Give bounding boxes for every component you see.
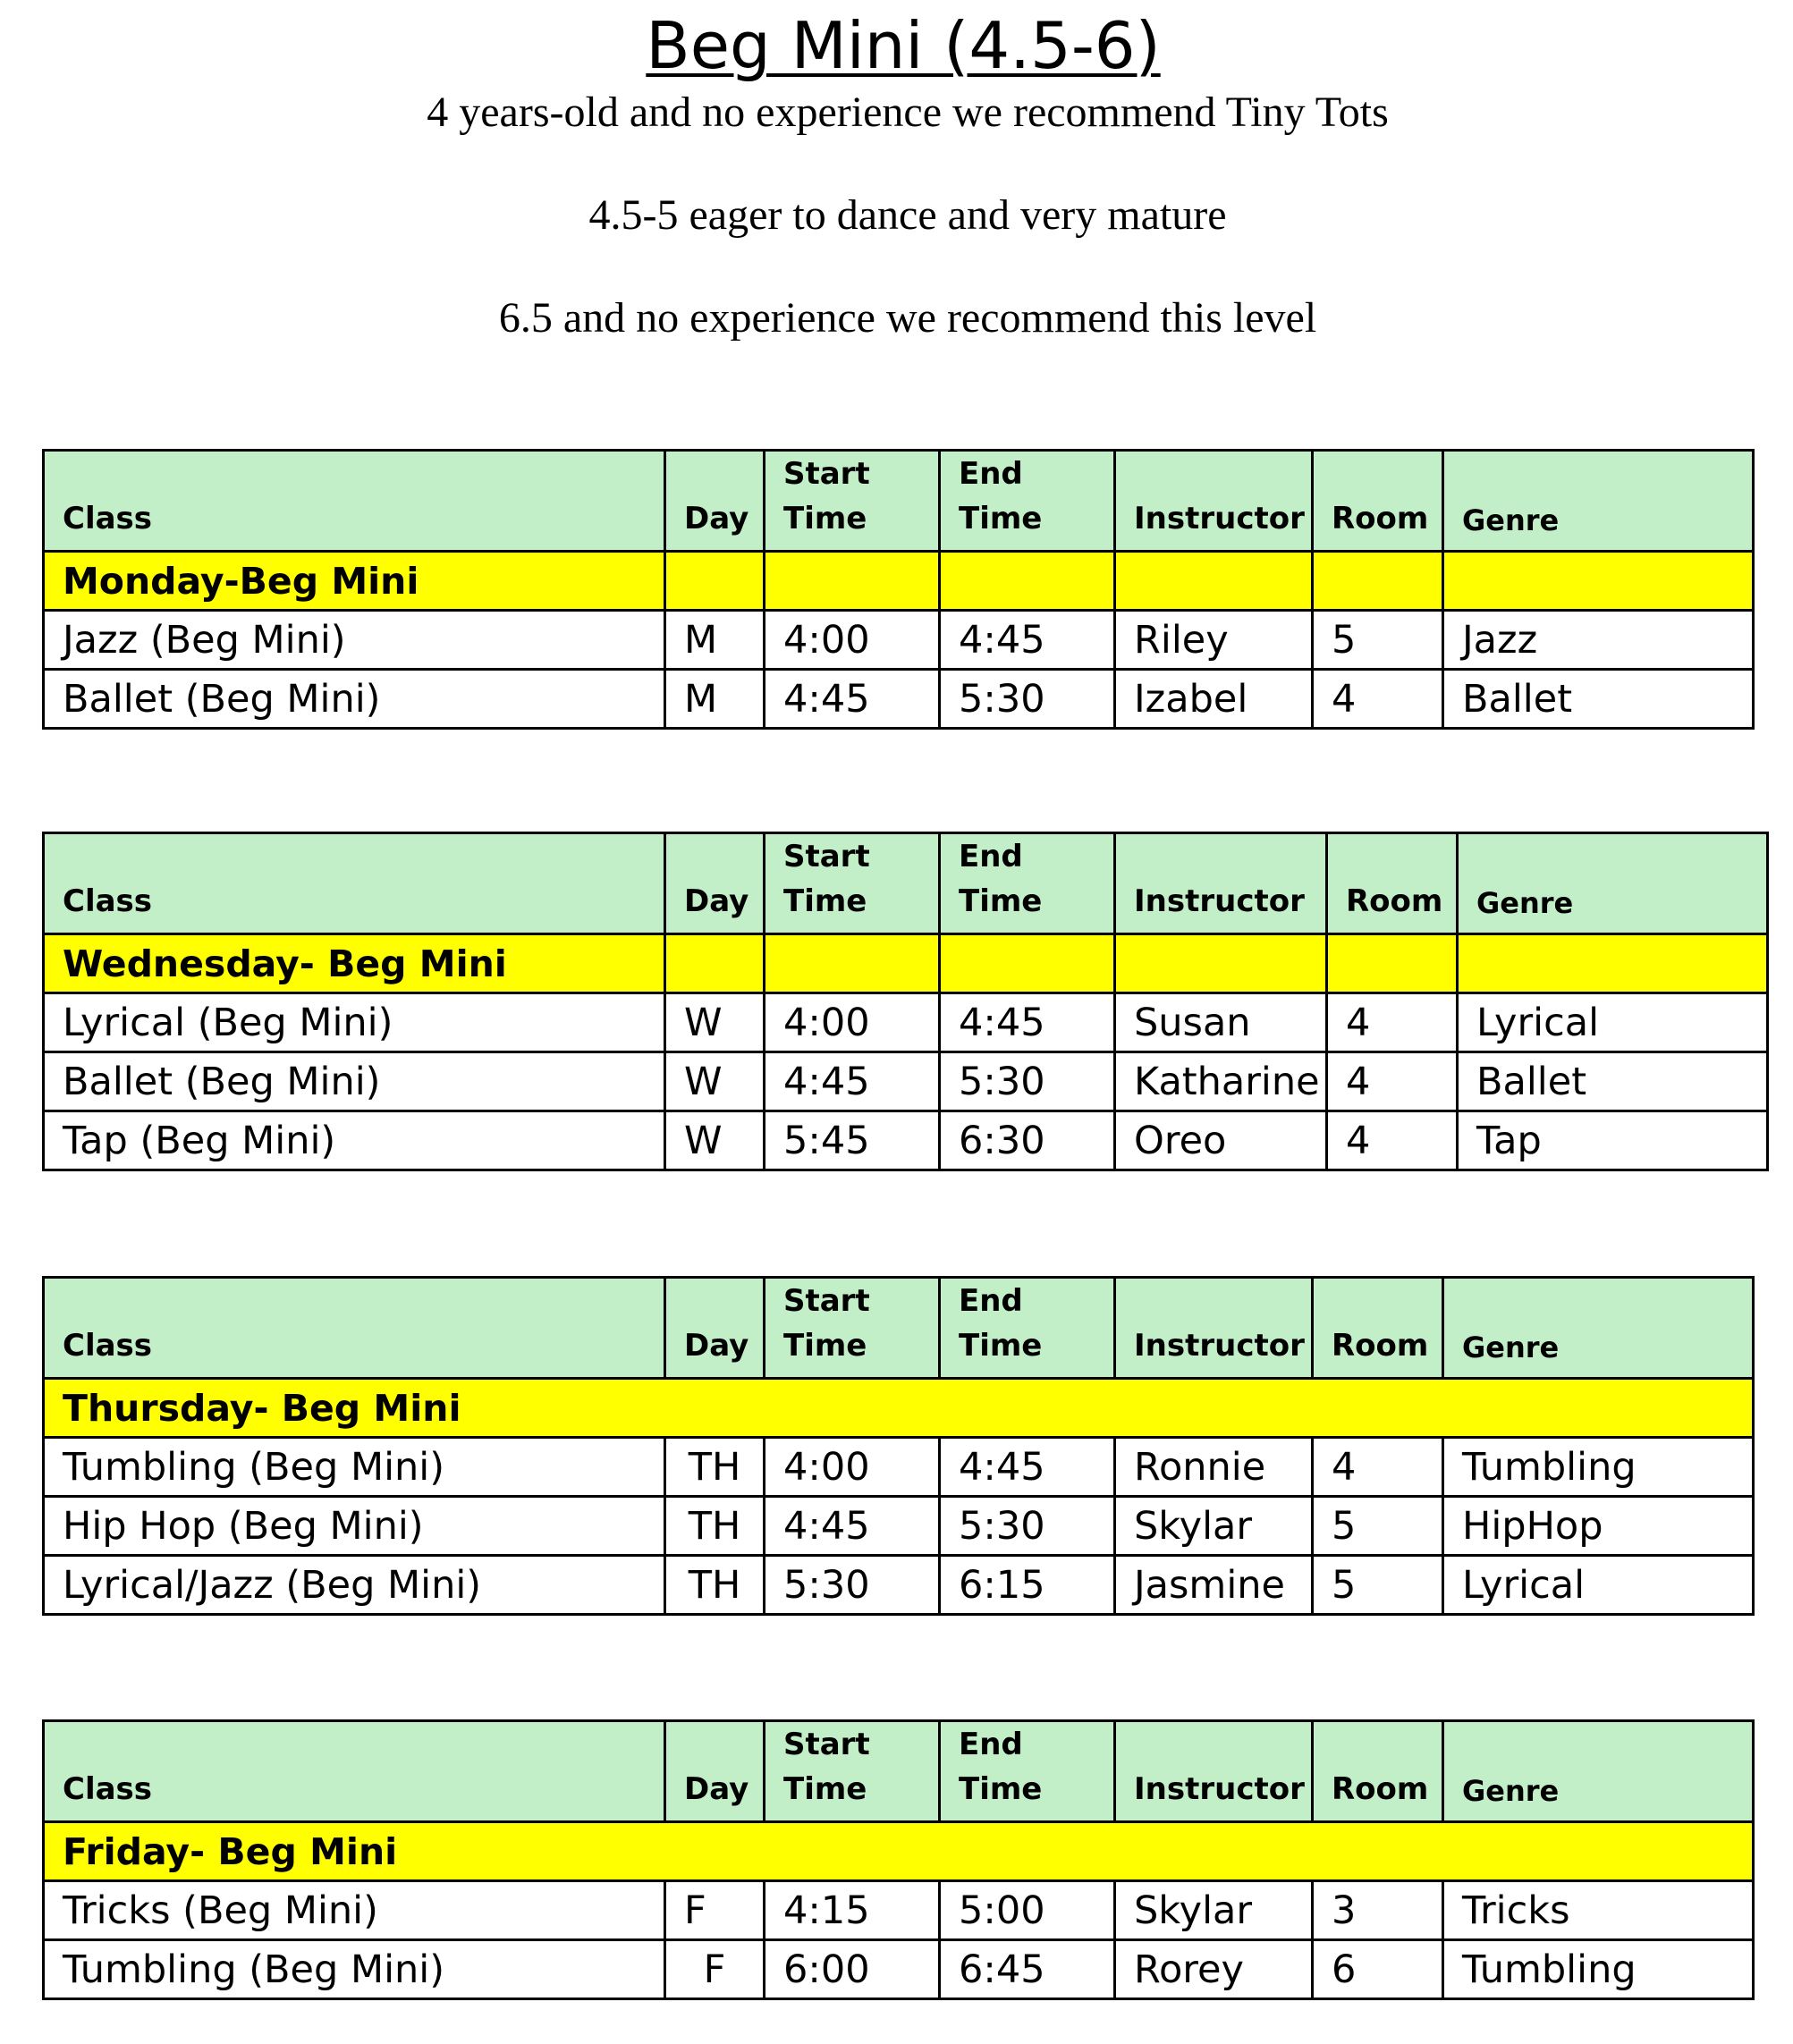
cell-instructor: Skylar: [1115, 1497, 1313, 1556]
table-row: [44, 1497, 1754, 1556]
cell-class: Lyrical/Jazz (Beg Mini): [44, 1556, 665, 1615]
table-row: [44, 1111, 1768, 1170]
cell-room: 4: [1327, 1052, 1458, 1111]
cell-room: 4: [1327, 1111, 1458, 1170]
section-title: Wednesday- Beg Mini: [44, 934, 665, 993]
header-end-time: End Time: [940, 833, 1115, 934]
cell-class: Ballet (Beg Mini): [44, 1052, 665, 1111]
cell-genre: Tumbling: [1443, 1940, 1754, 1999]
header-instructor: Instructor: [1115, 451, 1313, 552]
section-title: Monday-Beg Mini: [44, 552, 665, 611]
header-room: Room: [1327, 833, 1458, 934]
schedule-table-friday: [42, 1719, 1755, 2000]
note-line-1: 4 years-old and no experience we recommend Tiny Tots: [427, 89, 1389, 136]
cell-day: F: [665, 1881, 765, 1940]
cell-instructor: Susan: [1115, 993, 1327, 1052]
header-start-time: Start Time: [765, 451, 940, 552]
cell-genre: Lyrical: [1458, 993, 1768, 1052]
cell-end: 5:30: [940, 1052, 1115, 1111]
header-room: Room: [1313, 451, 1443, 552]
header-end-time: End Time: [940, 1278, 1115, 1379]
header-instructor: Instructor: [1115, 833, 1327, 934]
note-line-3: 6.5 and no experience we recommend this level: [498, 294, 1317, 342]
section-title: Thursday- Beg Mini: [44, 1379, 1754, 1438]
cell-start: 4:15: [765, 1881, 940, 1940]
cell-instructor: Jasmine: [1115, 1556, 1313, 1615]
cell-class: Lyrical (Beg Mini): [44, 993, 665, 1052]
header-genre: Genre: [1443, 1278, 1754, 1379]
cell-genre: Ballet: [1443, 670, 1754, 729]
table-row: [44, 993, 1768, 1052]
cell-end: 5:00: [940, 1881, 1115, 1940]
cell-class: Hip Hop (Beg Mini): [44, 1497, 665, 1556]
cell-day: TH: [665, 1438, 765, 1497]
cell-day: M: [665, 611, 765, 670]
cell-room: 4: [1313, 670, 1443, 729]
header-start-time: Start Time: [765, 833, 940, 934]
table-row: [44, 611, 1754, 670]
cell-end: 5:30: [940, 1497, 1115, 1556]
header-instructor: Instructor: [1115, 1278, 1313, 1379]
cell-genre: Tap: [1458, 1111, 1768, 1170]
header-start-time: Start Time: [765, 1278, 940, 1379]
cell-instructor: Rorey: [1115, 1940, 1313, 1999]
header-genre: Genre: [1443, 1721, 1754, 1822]
table-row: [44, 670, 1754, 729]
cell-instructor: Katharine: [1115, 1052, 1327, 1111]
cell-day: M: [665, 670, 765, 729]
table-header-row: [44, 833, 1768, 934]
table-row: [44, 1556, 1754, 1615]
header-instructor: Instructor: [1115, 1721, 1313, 1822]
cell-day: TH: [665, 1556, 765, 1615]
header-day: Day: [665, 1278, 765, 1379]
header-room: Room: [1313, 1721, 1443, 1822]
cell-class: Tumbling (Beg Mini): [44, 1940, 665, 1999]
header-end-time: End Time: [940, 451, 1115, 552]
schedule-table-monday: [42, 449, 1755, 730]
cell-start: 4:00: [765, 1438, 940, 1497]
cell-start: 6:00: [765, 1940, 940, 1999]
cell-genre: Tumbling: [1443, 1438, 1754, 1497]
cell-start: 4:45: [765, 1052, 940, 1111]
cell-genre: HipHop: [1443, 1497, 1754, 1556]
header-end-time: End Time: [940, 1721, 1115, 1822]
cell-day: W: [665, 993, 765, 1052]
cell-room: 5: [1313, 1497, 1443, 1556]
cell-day: F: [665, 1940, 765, 1999]
page-title: Beg Mini (4.5-6): [646, 8, 1161, 83]
cell-instructor: Skylar: [1115, 1881, 1313, 1940]
table-header-row: [44, 451, 1754, 552]
header-genre: Genre: [1458, 833, 1768, 934]
cell-genre: Tricks: [1443, 1881, 1754, 1940]
cell-class: Tap (Beg Mini): [44, 1111, 665, 1170]
table-row: [44, 1940, 1754, 1999]
cell-class: Tumbling (Beg Mini): [44, 1438, 665, 1497]
table-row: [44, 1438, 1754, 1497]
header-room: Room: [1313, 1278, 1443, 1379]
cell-end: 6:45: [940, 1940, 1115, 1999]
section-row: [44, 1379, 1754, 1438]
cell-end: 5:30: [940, 670, 1115, 729]
cell-start: 4:45: [765, 1497, 940, 1556]
header-class: Class: [44, 1278, 665, 1379]
cell-genre: Ballet: [1458, 1052, 1768, 1111]
cell-instructor: Oreo: [1115, 1111, 1327, 1170]
header-class: Class: [44, 451, 665, 552]
table-header-row: [44, 1278, 1754, 1379]
cell-end: 4:45: [940, 1438, 1115, 1497]
schedule-table-thursday: [42, 1276, 1755, 1616]
cell-instructor: Izabel: [1115, 670, 1313, 729]
cell-end: 4:45: [940, 993, 1115, 1052]
header-day: Day: [665, 833, 765, 934]
cell-instructor: Riley: [1115, 611, 1313, 670]
header-start-time: Start Time: [765, 1721, 940, 1822]
cell-genre: Lyrical: [1443, 1556, 1754, 1615]
cell-class: Ballet (Beg Mini): [44, 670, 665, 729]
cell-day: TH: [665, 1497, 765, 1556]
section-row: [44, 1822, 1754, 1881]
cell-room: 3: [1313, 1881, 1443, 1940]
cell-start: 4:00: [765, 993, 940, 1052]
header-day: Day: [665, 1721, 765, 1822]
cell-start: 4:00: [765, 611, 940, 670]
cell-room: 5: [1313, 611, 1443, 670]
cell-class: Jazz (Beg Mini): [44, 611, 665, 670]
table-row: [44, 1881, 1754, 1940]
cell-room: 5: [1313, 1556, 1443, 1615]
cell-end: 6:15: [940, 1556, 1115, 1615]
table-header-row: [44, 1721, 1754, 1822]
cell-start: 5:45: [765, 1111, 940, 1170]
cell-day: W: [665, 1052, 765, 1111]
cell-start: 5:30: [765, 1556, 940, 1615]
note-line-2: 4.5-5 eager to dance and very mature: [588, 191, 1227, 239]
cell-room: 4: [1327, 993, 1458, 1052]
cell-day: W: [665, 1111, 765, 1170]
cell-room: 4: [1313, 1438, 1443, 1497]
cell-end: 4:45: [940, 611, 1115, 670]
header-class: Class: [44, 1721, 665, 1822]
section-title: Friday- Beg Mini: [44, 1822, 1754, 1881]
section-row: [44, 552, 1754, 611]
schedule-table-wednesday: [42, 832, 1769, 1171]
table-row: [44, 1052, 1768, 1111]
cell-genre: Jazz: [1443, 611, 1754, 670]
header-genre: Genre: [1443, 451, 1754, 552]
header-class: Class: [44, 833, 665, 934]
cell-instructor: Ronnie: [1115, 1438, 1313, 1497]
cell-end: 6:30: [940, 1111, 1115, 1170]
cell-room: 6: [1313, 1940, 1443, 1999]
cell-start: 4:45: [765, 670, 940, 729]
header-day: Day: [665, 451, 765, 552]
section-row: [44, 934, 1768, 993]
cell-class: Tricks (Beg Mini): [44, 1881, 665, 1940]
